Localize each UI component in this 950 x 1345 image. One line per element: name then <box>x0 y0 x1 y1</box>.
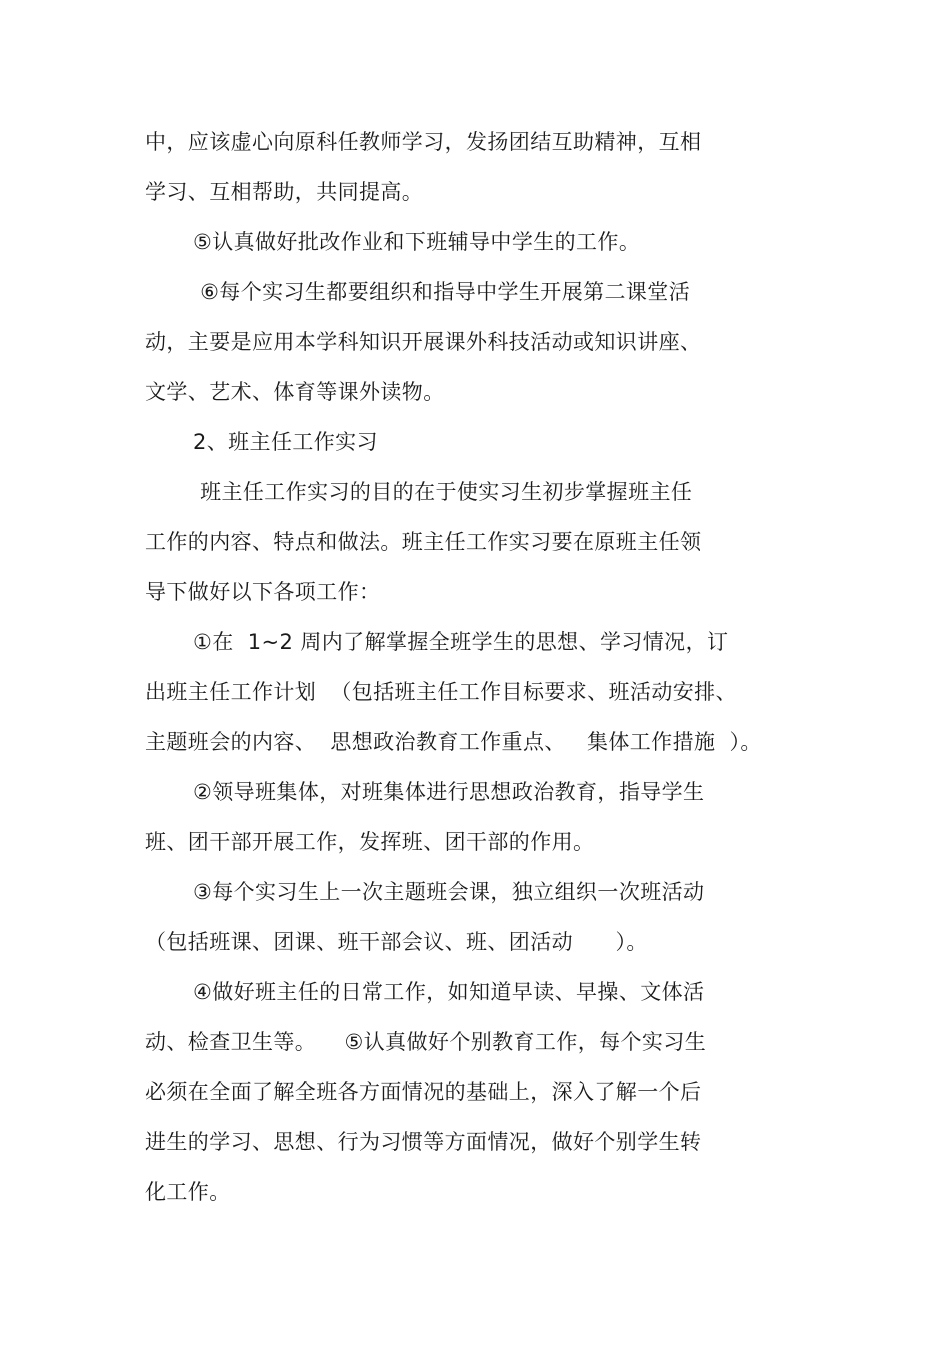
paragraph-line: （包括班课、团课、班干部会议、班、团活动 ）。 <box>145 930 648 954</box>
paragraph-line: 班主任工作实习的目的在于使实习生初步掌握班主任 <box>193 480 693 504</box>
section-heading: 2、班主任工作实习 <box>193 430 378 454</box>
paragraph-line: 进生的学习、思想、行为习惯等方面情况，做好个别学生转 <box>145 1130 702 1154</box>
paragraph-line: ④做好班主任的日常工作，如知道早读、早操、文体活 <box>193 980 705 1004</box>
paragraph-line: 必须在全面了解全班各方面情况的基础上，深入了解一个后 <box>145 1080 702 1104</box>
paragraph-line: 文学、艺术、体育等课外读物。 <box>145 380 445 404</box>
paragraph-line: ⑤认真做好批改作业和下班辅导中学生的工作。 <box>193 230 641 254</box>
paragraph-line: ⑥每个实习生都要组织和指导中学生开展第二课堂活 <box>193 280 691 304</box>
paragraph-line: 中，应该虚心向原科任教师学习，发扬团结互助精神，互相 <box>145 130 702 154</box>
paragraph-line: 班、团干部开展工作，发挥班、团干部的作用。 <box>145 830 595 854</box>
paragraph-line: 导下做好以下各项工作： <box>145 580 381 604</box>
paragraph-line: 工作的内容、特点和做法。班主任工作实习要在原班主任领 <box>145 530 702 554</box>
paragraph-line: 主题班会的内容、 思想政治教育工作重点、 集体工作措施 ）。 <box>145 730 762 754</box>
paragraph-line: 学习、互相帮助，共同提高。 <box>145 180 424 204</box>
paragraph-line: ③每个实习生上一次主题班会课，独立组织一次班活动 <box>193 880 705 904</box>
paragraph-line: 出班主任工作计划 （包括班主任工作目标要求、班活动安排、 <box>145 680 737 704</box>
paragraph-line: 动，主要是应用本学科知识开展课外科技活动或知识讲座、 <box>145 330 702 354</box>
paragraph-line: ①在 1~2 周内了解掌握全班学生的思想、学习情况，订 <box>193 630 729 654</box>
paragraph-line: ②领导班集体，对班集体进行思想政治教育，指导学生 <box>193 780 705 804</box>
paragraph-line: 动、检查卫生等。 ⑤认真做好个别教育工作，每个实习生 <box>145 1030 707 1054</box>
paragraph-line: 化工作。 <box>145 1180 231 1204</box>
